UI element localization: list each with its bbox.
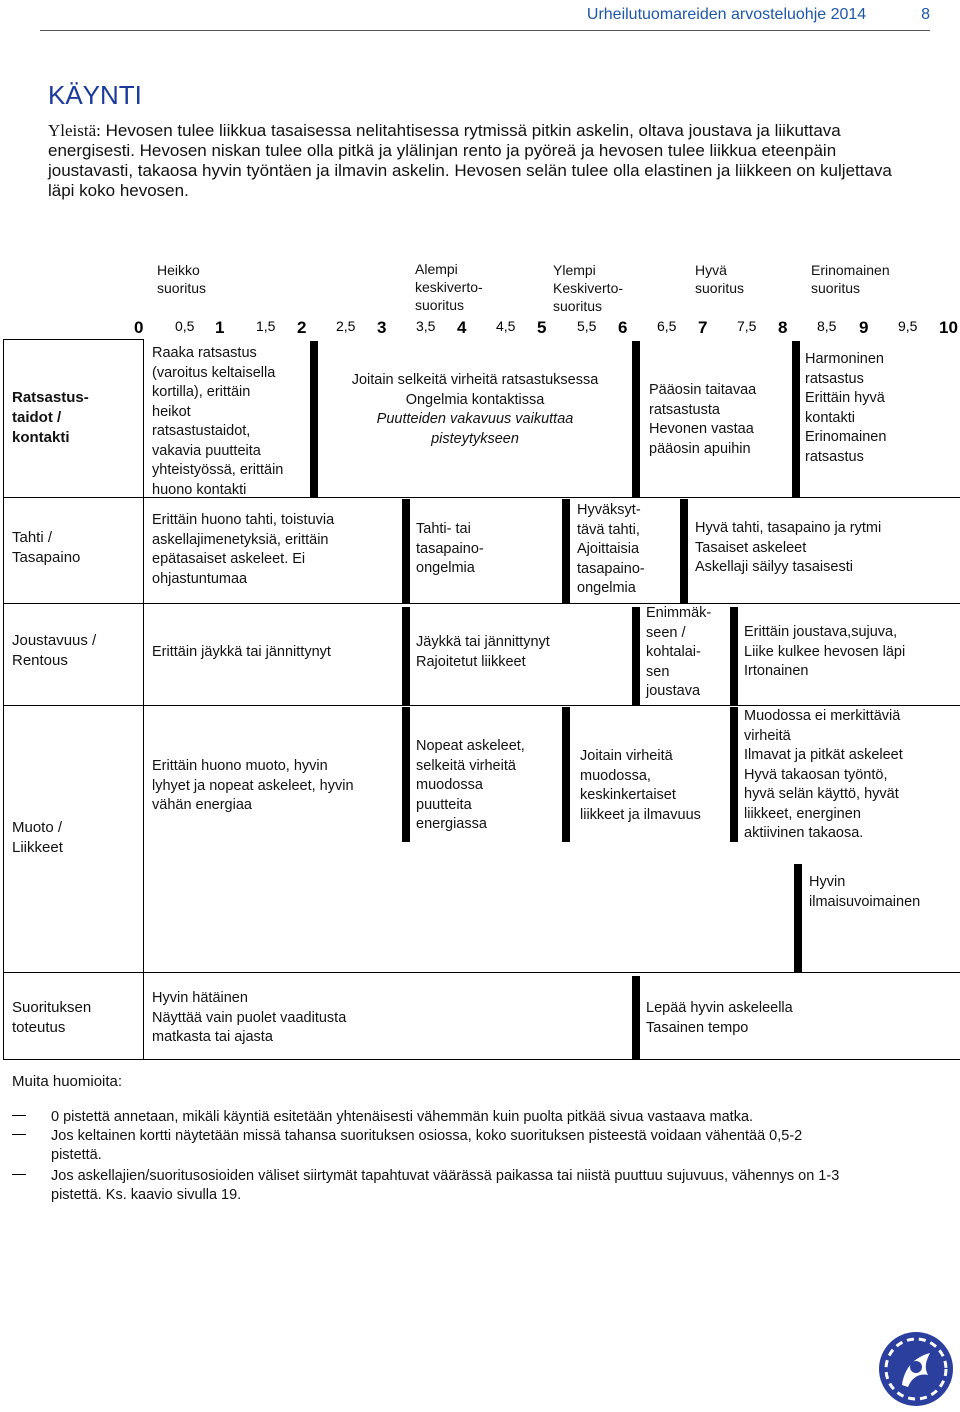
cell-line: puutteita [416, 796, 472, 813]
score-half: 2,5 [336, 318, 356, 334]
row-divider [3, 972, 960, 973]
cell-line: Enimmäk- [646, 605, 712, 621]
row-label-line: Joustavuus / [12, 632, 97, 649]
row-label-line: kontakti [12, 429, 70, 446]
level-line: suoritus [811, 280, 861, 296]
score-whole: 10 [939, 318, 958, 337]
cell-line: energiassa [416, 816, 487, 832]
score-half: 6,5 [657, 318, 677, 334]
cell-line: Hyvä tahti, tasapaino ja rytmi [695, 520, 882, 536]
row-divider [3, 1059, 960, 1060]
cell-line: Näyttää vain puolet vaaditusta [152, 1009, 347, 1026]
tahti-heikko-cell [152, 511, 334, 589]
cell-line: yhteistyössä, erittäin [152, 462, 284, 478]
cell-line: Raaka ratsastus [152, 345, 257, 361]
row-label-line: Tahti / [12, 529, 53, 546]
federation-logo-icon [878, 1331, 954, 1407]
cell-line: (varoitus keltaisella [152, 364, 276, 381]
level-hyva [695, 261, 744, 297]
suoritus-heikko-cell [152, 989, 346, 1048]
level-erinomainen [811, 261, 890, 297]
cell-line: keskinkertaiset [580, 787, 676, 803]
level-line: suoritus [415, 297, 465, 313]
cell-line: Joitain selkeitä virheitä ratsastuksessa [351, 372, 599, 388]
cell-line: Puutteiden vakavuus vaikuttaa [376, 411, 574, 427]
band-separator [730, 607, 738, 705]
tahti-ylempi-cell [577, 501, 645, 599]
score-half: 0,5 [175, 318, 195, 334]
score-half: 8,5 [817, 318, 837, 334]
header-title: Urheilutuomareiden arvosteluohje 2014 [586, 6, 867, 23]
score-whole: 2 [297, 318, 307, 337]
intro-text: Hevosen tulee liikkua tasaisessa nelitahtisessa rytmissä pitkin askelin, oltava joustava ja liikuttava energisesti. Hevosen niskan tulee olla pitkä ja ylälinjan rento ja pyöreä ja hevosen tulee liikkua eteenpäin joustavasti, takaosa hyvin työntäen ja ilmavin askelin. Hevosen selän tulee olla elastinen ja liikkeen on kuljettava läpi koko hevosen. [48, 121, 892, 200]
note-item [51, 1167, 839, 1205]
level-line: suoritus [695, 280, 745, 296]
row-divider [3, 339, 144, 340]
row-label-line: Liikkeet [12, 839, 63, 856]
score-whole: 5 [537, 318, 547, 337]
note-item [51, 1108, 753, 1127]
row-label-line: Tasapaino [12, 549, 81, 566]
cell-line: ohjastuntumaa [152, 570, 248, 587]
level-alempi [415, 260, 483, 314]
cell-line: kontakti [805, 409, 855, 426]
level-line: keskiverto- [415, 279, 483, 295]
band-separator [680, 499, 688, 603]
bullet-dash [12, 1115, 26, 1116]
cell-line: Nopeat askeleet, [416, 738, 525, 754]
cell-line: hyvä selän käyttö, hyvät [744, 786, 899, 802]
level-line: Keskiverto- [553, 280, 624, 296]
score-half: 1,5 [256, 318, 276, 334]
cell-line: muodossa, [580, 767, 651, 784]
level-line: Ylempi [553, 262, 596, 278]
score-whole: 7 [698, 318, 708, 337]
score-half: 5,5 [577, 318, 597, 334]
cell-line: joustava [646, 683, 701, 699]
band-separator [730, 707, 738, 842]
cell-line: virheitä [744, 727, 791, 744]
band-separator [562, 707, 570, 842]
cell-line: Harmoninen [805, 351, 884, 367]
cell-line: Erittäin hyvä [805, 390, 885, 406]
notes-title: Muita huomioita: [12, 1073, 123, 1090]
joustavuus-heikko-cell [152, 643, 331, 663]
cell-line: pääosin apuihin [649, 440, 751, 457]
ratsastus-erinomainen-cell [805, 350, 886, 467]
note-line: pistettä. [51, 1147, 102, 1163]
cell-line: askellajimenetyksiä, erittäin [152, 531, 329, 548]
cell-line: Hyvin [809, 874, 846, 890]
cell-line: Tahti- tai [416, 521, 471, 537]
row-divider [3, 705, 960, 706]
ratsastus-keskiverto-cell [318, 371, 632, 449]
joustavuus-ylempi-cell [646, 604, 711, 702]
row-label-joustavuus [12, 631, 96, 671]
cell-line: Ilmavat ja pitkät askeleet [744, 747, 903, 763]
suoritus-hyva-cell [646, 999, 793, 1038]
cell-line: Hyväksyt- [577, 502, 641, 518]
intro-paragraph [48, 121, 918, 201]
row-label-line: Muoto / [12, 819, 63, 836]
cell-line: Askellaji säilyy tasaisesti [695, 559, 853, 575]
level-line: Hyvä [695, 262, 727, 278]
cell-line: Hevonen vastaa [649, 421, 754, 437]
cell-line: kortilla), erittäin [152, 384, 251, 400]
cell-line: Erittäin joustava,sujuva, [744, 624, 898, 640]
cell-line: ongelmia [577, 580, 636, 596]
band-separator [632, 341, 640, 497]
cell-line: selkeitä virheitä [416, 757, 516, 774]
cell-line: heikot [152, 403, 191, 420]
cell-line: Pääosin taitavaa [649, 382, 757, 398]
cell-line: ratsastusta [649, 401, 720, 418]
cell-line: Muodossa ei merkittäviä [744, 708, 901, 724]
row-label-ratsastus [12, 388, 89, 448]
ratsastus-heikko-cell [152, 344, 283, 500]
row-divider [3, 497, 960, 498]
cell-line: tävä tahti, [577, 521, 640, 538]
band-separator [402, 607, 410, 705]
row-label-line: Rentous [12, 652, 68, 669]
band-separator [632, 607, 640, 705]
cell-line: Irtonainen [744, 663, 809, 679]
cell-line: Tasaiset askeleet [695, 539, 807, 556]
tahti-hyva-cell [695, 519, 881, 578]
cell-line: Ajoittaisia [577, 541, 640, 557]
cell-line: huono kontakti [152, 481, 247, 498]
muoto-ylempi-cell [580, 747, 701, 825]
section-title: KÄYNTI [48, 80, 142, 110]
level-ylempi [553, 261, 623, 315]
muoto-alempi-cell [416, 737, 525, 835]
score-whole: 3 [377, 318, 387, 337]
score-half: 7,5 [737, 318, 757, 334]
cell-line: Lepää hyvin askeleella [646, 1000, 793, 1016]
band-separator [792, 341, 800, 497]
cell-line: ratsastus [805, 370, 864, 387]
page-number: 8 [921, 6, 930, 23]
cell-line: pisteytykseen [431, 430, 519, 447]
level-line: suoritus [553, 298, 603, 314]
score-whole: 6 [618, 318, 628, 337]
band-separator [402, 499, 410, 603]
cell-line: vakavia puutteita [152, 442, 261, 459]
cell-line: tasapaino- [416, 540, 484, 557]
cell-line: Liike kulkee hevosen läpi [744, 643, 906, 660]
cell-line: ilmaisuvoimainen [809, 893, 921, 910]
score-whole: 0 [134, 318, 144, 337]
bullet-dash [12, 1134, 26, 1135]
ratsastus-hyva-cell [649, 381, 756, 459]
row-divider [3, 603, 960, 604]
score-whole: 9 [859, 318, 869, 337]
intro-lead: Yleistä: [48, 121, 101, 140]
cell-line: Erittäin jäykkä tai jännittynyt [152, 644, 331, 660]
row-label-line: Ratsastus- [12, 389, 89, 406]
cell-line: sen [646, 663, 670, 680]
row-label-line: toteutus [12, 1019, 66, 1036]
row-label-tahti [12, 528, 80, 568]
cell-line: Erittäin huono tahti, toistuvia [152, 512, 335, 528]
muoto-erinomainen-cell [809, 873, 920, 912]
cell-line: aktiivinen takaosa. [744, 825, 864, 841]
cell-line: Hyvin hätäinen [152, 990, 248, 1006]
cell-line: liikkeet, energinen [744, 805, 861, 822]
band-separator [310, 341, 318, 497]
label-column-border [143, 339, 144, 1060]
cell-line: Hyvä takaosan työntö, [744, 766, 888, 783]
cell-line: Tasainen tempo [646, 1019, 749, 1036]
level-line: Erinomainen [811, 262, 890, 278]
band-separator [632, 976, 640, 1059]
score-whole: 8 [778, 318, 788, 337]
note-line: Jos askellajien/suoritusosioiden väliset siirtymät tapahtuvat väärässä paikassa tai niistä puuttuu sujuvuus, vähennys on 1-3 [51, 1168, 840, 1184]
cell-line: ratsastus [805, 448, 864, 465]
joustavuus-alempi-cell [416, 633, 550, 672]
band-separator [562, 499, 570, 603]
cell-line: epätasaiset askeleet. Ei [152, 551, 306, 567]
running-header [587, 6, 930, 24]
muoto-heikko-cell [152, 757, 354, 816]
header-rule [40, 30, 930, 31]
bullet-dash [12, 1174, 26, 1175]
row-label-line: taidot / [12, 409, 62, 426]
cell-line: Erinomainen [805, 429, 887, 445]
cell-line: vähän energiaa [152, 797, 252, 813]
cell-line: matkasta tai ajasta [152, 1029, 273, 1045]
cell-line: lyhyet ja nopeat askeleet, hyvin [152, 777, 354, 794]
cell-line: Ongelmia kontaktissa [405, 391, 545, 408]
cell-line: tasapaino- [577, 560, 645, 577]
level-line: Heikko [157, 262, 200, 278]
band-separator [794, 864, 802, 972]
joustavuus-hyva-cell [744, 623, 905, 682]
row-label-suoritus [12, 998, 91, 1038]
cell-line: liikkeet ja ilmavuus [580, 806, 701, 823]
level-line: suoritus [157, 280, 207, 296]
note-line: pistettä. Ks. kaavio sivulla 19. [51, 1187, 242, 1203]
cell-line: ongelmia [416, 560, 475, 576]
level-heikko [157, 261, 206, 297]
cell-line: seen / [646, 624, 686, 641]
cell-line: Jäykkä tai jännittynyt [416, 634, 550, 650]
score-whole: 1 [215, 318, 225, 337]
score-half: 4,5 [496, 318, 516, 334]
note-line: 0 pistettä annetaan, mikäli käyntiä esitetään yhtenäisesti vähemmän kuin puolta pitkää sivua vastaava matka. [51, 1109, 754, 1125]
level-line: Alempi [415, 261, 458, 277]
tahti-alempi-cell [416, 520, 484, 579]
row-label-line: Suorituksen [12, 999, 92, 1016]
score-whole: 4 [457, 318, 467, 337]
cell-line: Erittäin huono muoto, hyvin [152, 758, 328, 774]
cell-line: kohtalai- [646, 644, 701, 660]
cell-line: muodossa [416, 777, 483, 793]
score-half: 3,5 [416, 318, 436, 334]
cell-line: ratsastustaidot, [152, 423, 251, 439]
note-line: Jos keltainen kortti näytetään missä tahansa suorituksen osiossa, koko suorituksen pisteestä voidaan vähentää 0,5-2 [51, 1128, 803, 1144]
score-half: 9,5 [898, 318, 918, 334]
row-label-muoto [12, 818, 63, 858]
note-item [51, 1127, 802, 1165]
muoto-hyva-cell [744, 707, 903, 844]
cell-line: Rajoitetut liikkeet [416, 653, 526, 670]
cell-line: Joitain virheitä [580, 748, 673, 764]
table-left-border [3, 339, 4, 1060]
band-separator [402, 707, 410, 842]
